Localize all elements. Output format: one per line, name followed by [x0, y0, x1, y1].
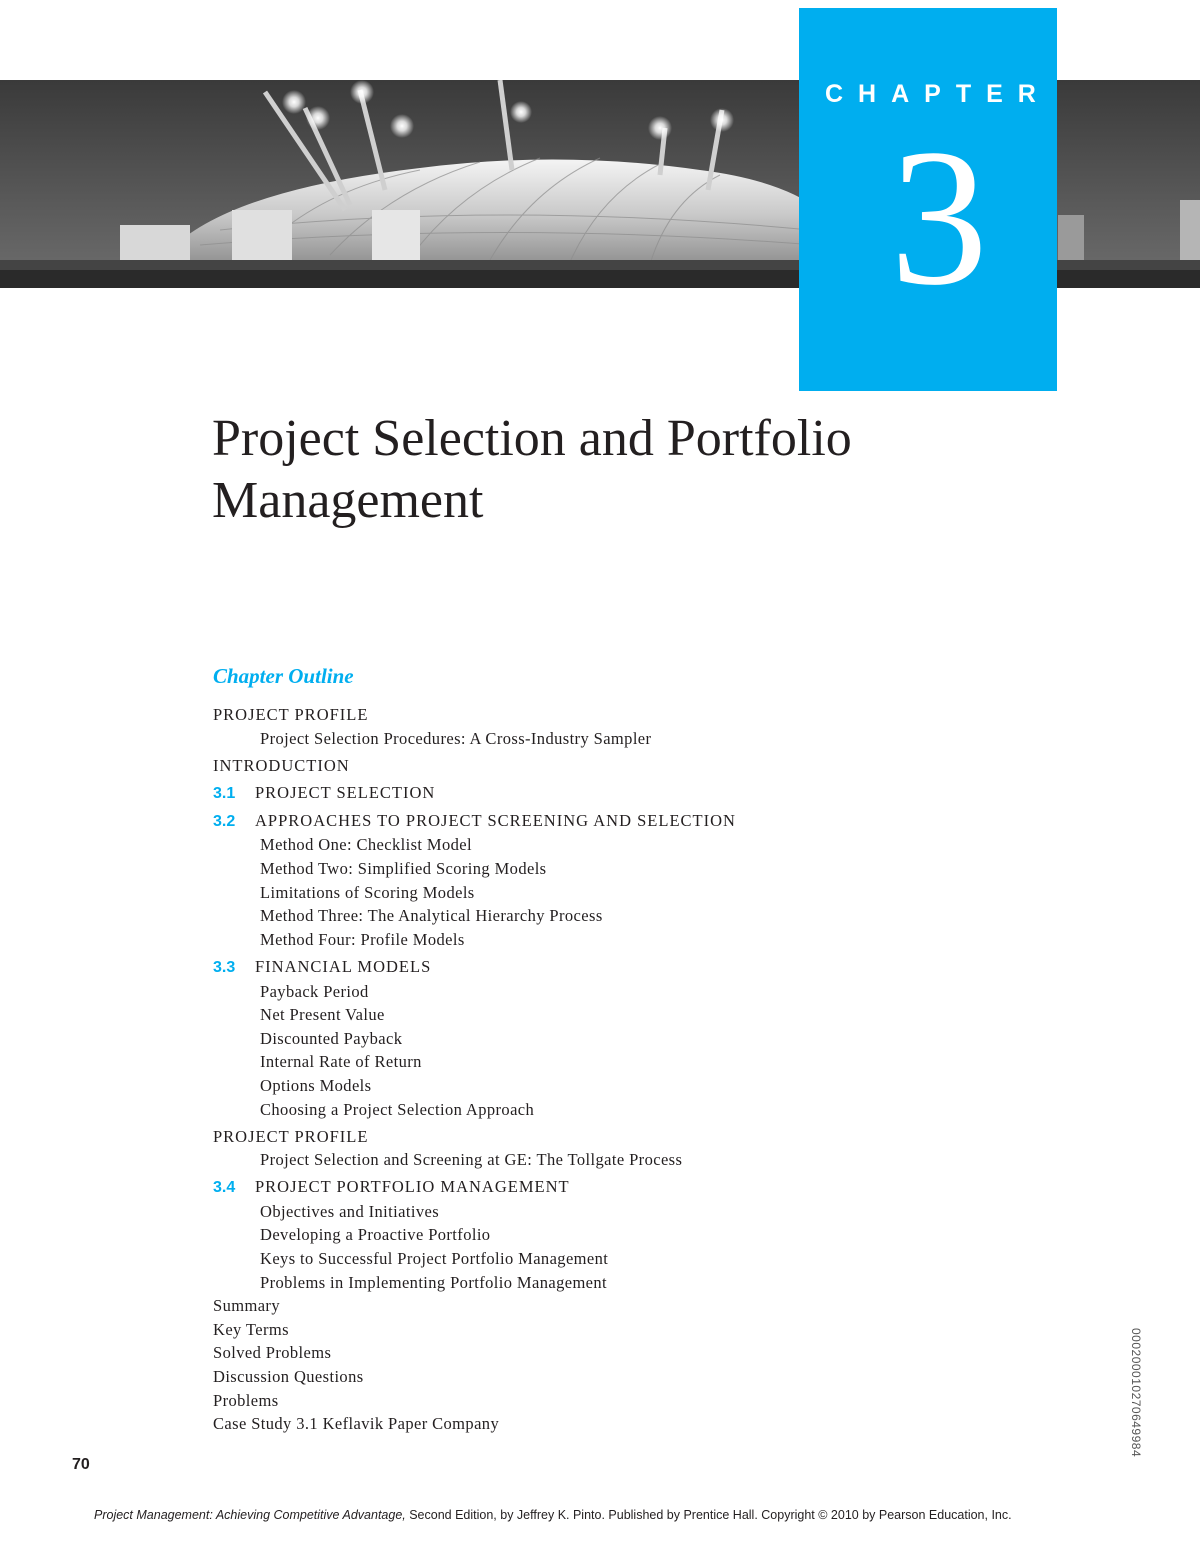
outline-subitem: [213, 1027, 1113, 1051]
outline-text: Discounted Payback: [260, 1028, 403, 1048]
outline-subitem: [213, 881, 1113, 905]
outline-text: Developing a Proactive Portfolio: [260, 1225, 491, 1245]
outline-subitem: [213, 1247, 1113, 1271]
section-number: 3.1: [213, 784, 236, 802]
outline-text: Choosing a Project Selection Approach: [260, 1099, 535, 1119]
outline-text: APPROACHES TO PROJECT SCREENING AND SELECTION: [255, 810, 736, 830]
outline-item: [213, 1389, 1113, 1413]
page-number: 70: [72, 1456, 90, 1473]
outline-text: Method One: Checklist Model: [260, 835, 472, 855]
outline-text: Net Present Value: [260, 1005, 385, 1025]
outline-subitem: [213, 1148, 1113, 1172]
outline-text: Problems: [213, 1390, 279, 1410]
outline-text: INTRODUCTION: [213, 755, 350, 775]
outline-text: PROJECT SELECTION: [255, 782, 436, 802]
outline-subitem: [213, 857, 1113, 881]
footer-rest: Second Edition, by Jeffrey K. Pinto. Published by Prentice Hall. Copyright © 2010 by Pearson Education, Inc.: [405, 1508, 1012, 1522]
outline-text: Objectives and Initiatives: [260, 1201, 440, 1221]
outline-item: [213, 754, 1113, 778]
outline-text: PROJECT PROFILE: [213, 705, 369, 724]
footer-book-title: Project Management: Achieving Competitive Advantage,: [94, 1508, 406, 1522]
outline-item: [213, 703, 1113, 727]
chapter-title: [212, 408, 1112, 532]
chapter-number: 3: [890, 109, 988, 326]
outline-subitem: [213, 1223, 1113, 1247]
outline-subitem: [213, 980, 1113, 1004]
footer-citation: [94, 1508, 1154, 1522]
chapter-outline: [213, 703, 1113, 1436]
chapter-title-line-1: Project Selection and Portfolio: [212, 410, 852, 467]
outline-subitem: [213, 1200, 1113, 1224]
outline-item: [213, 1412, 1113, 1436]
outline-item: [213, 781, 1113, 806]
outline-text: Discussion Questions: [213, 1367, 364, 1387]
outline-subitem: [213, 1271, 1113, 1295]
section-number: 3.3: [213, 958, 236, 976]
outline-subitem: [213, 1074, 1113, 1098]
outline-text: Case Study 3.1 Keflavik Paper Company: [213, 1414, 500, 1434]
chapter-badge: [799, 8, 1057, 391]
outline-subitem: [213, 727, 1113, 751]
outline-text: FINANCIAL MODELS: [255, 956, 432, 976]
outline-item: [213, 1318, 1113, 1342]
outline-item: [213, 1125, 1113, 1149]
outline-text: Internal Rate of Return: [260, 1052, 422, 1072]
chapter-label: CHAPTER: [825, 80, 1051, 108]
outline-subitem: [213, 904, 1113, 928]
outline-text: Options Models: [260, 1075, 372, 1095]
outline-subitem: [213, 1003, 1113, 1027]
outline-heading: Chapter Outline: [213, 664, 354, 688]
outline-item: [213, 1365, 1113, 1389]
section-number: 3.2: [213, 812, 236, 830]
outline-item: [213, 809, 1113, 834]
outline-subitem: [213, 833, 1113, 857]
outline-text: PROJECT PROFILE: [213, 1126, 369, 1146]
outline-item: [213, 955, 1113, 980]
outline-text: Keys to Successful Project Portfolio Management: [260, 1249, 609, 1269]
outline-text: Problems in Implementing Portfolio Management: [260, 1272, 608, 1292]
outline-text: Project Selection and Screening at GE: The Tollgate Process: [260, 1150, 683, 1170]
outline-text: Method Two: Simplified Scoring Models: [260, 859, 547, 879]
outline-subitem: [213, 1098, 1113, 1122]
chapter-title-line-2: Management: [212, 472, 484, 529]
outline-subitem: [213, 1050, 1113, 1074]
outline-text: Method Three: The Analytical Hierarchy Process: [260, 906, 603, 926]
outline-item: [213, 1175, 1113, 1200]
outline-text: Summary: [213, 1296, 280, 1316]
outline-text: Solved Problems: [213, 1343, 332, 1363]
outline-text: Project Selection Procedures: A Cross-Industry Sampler: [260, 728, 652, 748]
outline-text: PROJECT PORTFOLIO MANAGEMENT: [255, 1177, 570, 1197]
outline-text: Method Four: Profile Models: [260, 929, 465, 949]
outline-text: Key Terms: [213, 1319, 289, 1339]
outline-subitem: [213, 928, 1113, 952]
outline-text: Payback Period: [260, 981, 369, 1001]
outline-item: [213, 1341, 1113, 1365]
section-number: 3.4: [213, 1179, 236, 1197]
side-code: 000200010270649984: [1129, 1328, 1143, 1458]
outline-text: Limitations of Scoring Models: [260, 882, 475, 902]
outline-item: [213, 1294, 1113, 1318]
